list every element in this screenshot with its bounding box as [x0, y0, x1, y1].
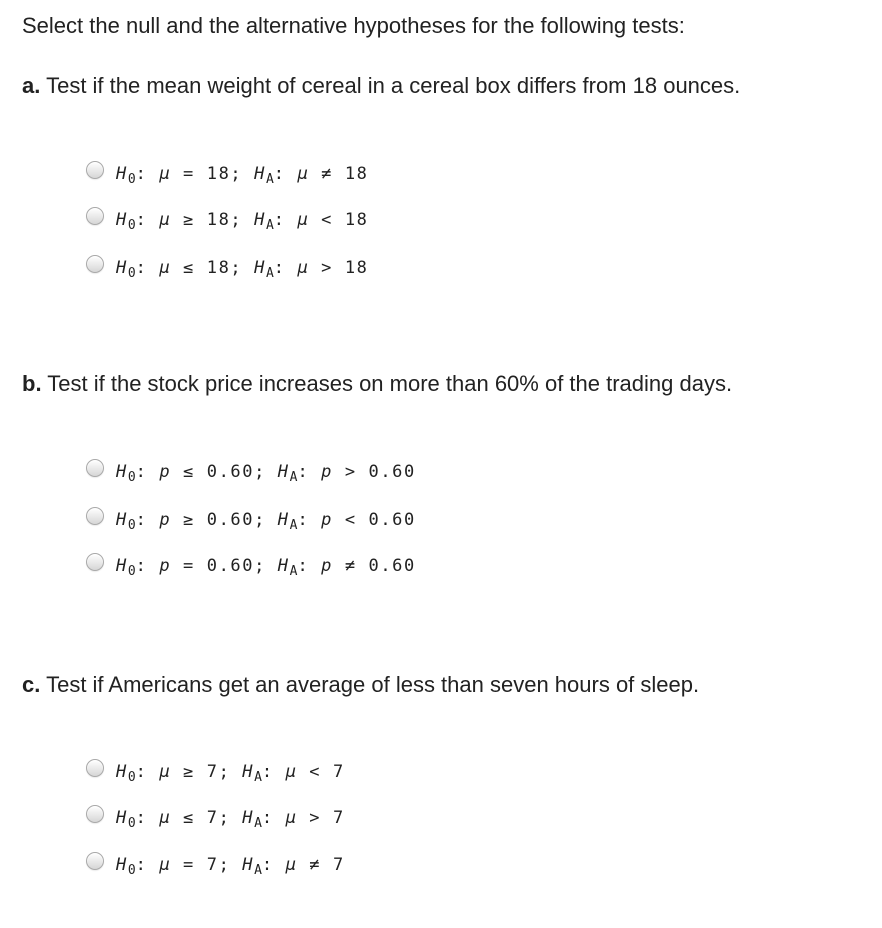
option-b1[interactable]	[86, 460, 416, 486]
question-text: Test if the mean weight of cereal in a cereal box differs from 18 ounces.	[46, 73, 741, 98]
option-b2[interactable]	[86, 508, 416, 534]
radio-button[interactable]	[86, 805, 104, 823]
question-letter: b.	[22, 371, 42, 396]
radio-button[interactable]	[86, 255, 104, 273]
question-a	[22, 72, 740, 100]
radio-button[interactable]	[86, 852, 104, 870]
radio-button[interactable]	[86, 161, 104, 179]
option-a1[interactable]	[86, 162, 369, 188]
question-b	[22, 370, 732, 398]
hypothesis-formula: $H_0$: μ ≤ 7; $H_A$: μ > 7	[116, 807, 345, 831]
hypothesis-formula: $H_0$: μ = 18; $H_A$: μ ≠ 18	[116, 163, 369, 187]
instructions-text: Select the null and the alternative hypotheses for the following tests:	[22, 13, 685, 38]
option-a2[interactable]	[86, 208, 369, 234]
hypothesis-formula: $H_0$: p = 0.60; $H_A$: p ≠ 0.60	[116, 555, 416, 579]
question-letter: c.	[22, 672, 41, 697]
hypothesis-formula: $H_0$: μ ≥ 18; $H_A$: μ < 18	[116, 209, 369, 233]
radio-button[interactable]	[86, 459, 104, 477]
option-a3[interactable]	[86, 256, 369, 282]
radio-button[interactable]	[86, 759, 104, 777]
hypothesis-formula: $H_0$: μ ≥ 7; $H_A$: μ < 7	[116, 761, 345, 785]
radio-button[interactable]	[86, 553, 104, 571]
option-c3[interactable]	[86, 853, 345, 879]
option-c2[interactable]	[86, 806, 345, 832]
hypothesis-formula: $H_0$: p ≥ 0.60; $H_A$: p < 0.60	[116, 509, 416, 533]
option-b3[interactable]	[86, 554, 416, 580]
option-c1[interactable]	[86, 760, 345, 786]
question-c	[22, 671, 699, 699]
hypothesis-formula: $H_0$: μ = 7; $H_A$: μ ≠ 7	[116, 854, 345, 878]
hypothesis-formula: $H_0$: p ≤ 0.60; $H_A$: p > 0.60	[116, 461, 416, 485]
question-text: Test if the stock price increases on more than 60% of the trading days.	[47, 371, 733, 396]
radio-button[interactable]	[86, 507, 104, 525]
radio-button[interactable]	[86, 207, 104, 225]
question-text: Test if Americans get an average of less than seven hours of sleep.	[46, 672, 700, 697]
question-letter: a.	[22, 73, 41, 98]
hypothesis-formula: $H_0$: μ ≤ 18; $H_A$: μ > 18	[116, 257, 369, 281]
